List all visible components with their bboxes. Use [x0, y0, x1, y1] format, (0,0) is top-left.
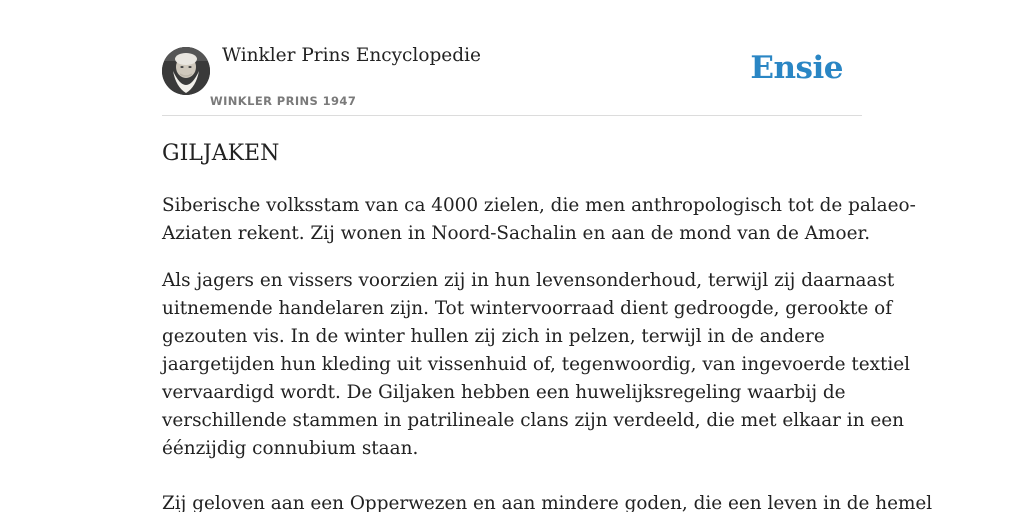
article-page — [162, 0, 933, 512]
paragraph-line: Siberische volksstam van ca 4000 zielen, die men anthropologisch tot de palaeo- — [162, 195, 916, 216]
paragraph-line: verschillende stammen in patrilineale clans zijn verdeeld, die met elkaar in een — [162, 410, 904, 431]
brand-logo[interactable]: Ensie — [750, 50, 843, 86]
article-paragraph-1 — [162, 192, 916, 248]
article-paragraph-3 — [162, 490, 932, 512]
paragraph-line: jaargetijden hun kleding uit vissenhuid of, tegenwoordig, van ingevoerde textiel — [162, 354, 911, 375]
paragraph-line: gezouten vis. In de winter hullen zij zich in pelzen, terwijl in de andere — [162, 326, 825, 347]
paragraph-line: éénzijdig connubium staan. — [162, 438, 419, 459]
source-title[interactable]: Winkler Prins Encyclopedie — [222, 45, 481, 66]
author-avatar[interactable] — [162, 47, 210, 95]
paragraph-line: Aziaten rekent. Zij wonen in Noord-Sachalin en aan de mond van de Amoer. — [162, 223, 871, 244]
paragraph-line: uitnemende handelaren zijn. Tot wintervoorraad dient gedroogde, gerookte of — [162, 298, 893, 319]
paragraph-line: vervaardigd wordt. De Giljaken hebben een huwelijksregeling waarbij de — [162, 382, 846, 403]
header-divider — [162, 115, 862, 116]
entry-title: GILJAKEN — [162, 141, 280, 166]
bearded-man-portrait-icon — [162, 47, 210, 95]
paragraph-line: Zij geloven aan een Opperwezen en aan mindere goden, die een leven in de hemel — [162, 493, 933, 512]
article-paragraph-2 — [162, 267, 910, 463]
source-edition[interactable]: WINKLER PRINS 1947 — [210, 94, 357, 108]
paragraph-line: Als jagers en vissers voorzien zij in hun levensonderhoud, terwijl zij daarnaast — [162, 270, 895, 291]
